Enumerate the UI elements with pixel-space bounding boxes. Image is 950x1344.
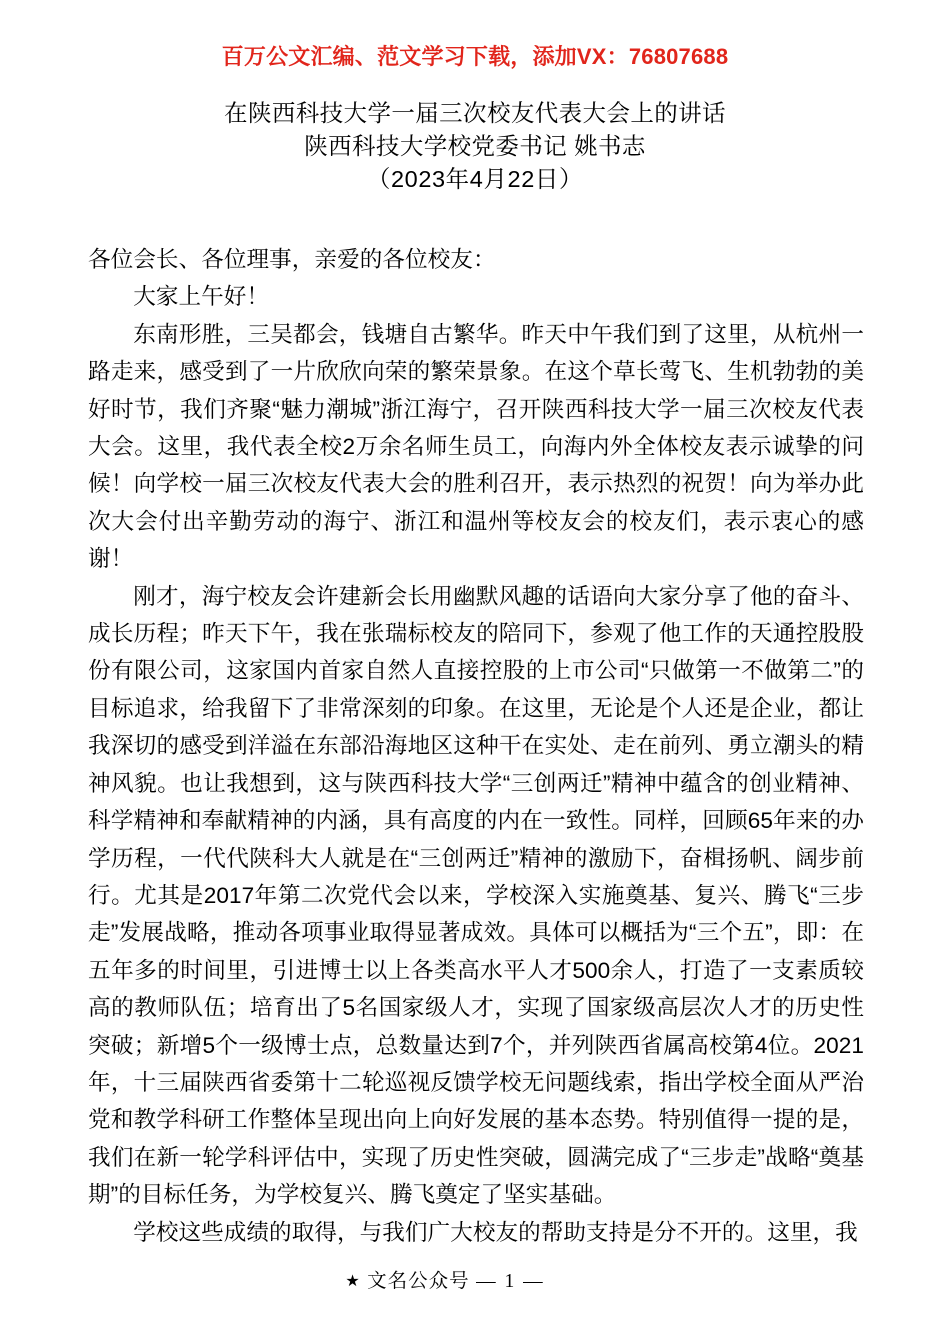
paragraph-2: 刚才，海宁校友会许建新会长用幽默风趣的话语向大家分享了他的奋斗、成长历程；昨天下午，我在张瑞标校友的陪同下，参观了他工作的天通控股股份有限公司，这家国内首家自然人直接控股的上市公司“只做第一不做第二”的目标追求，给我留下了非常深刻的印象。在这里，无论是个人还是企业，都让我深切的感受到洋溢在东部沿海地区这种干在实处、走在前列、勇立潮头的精神风貌。也让我想到，这与陕西科技大学“三创两迁”精神中蕴含的创业精神、科学精神和奉献精神的内涵，具有高度的内在一致性。同样，回顾65年来的办学历程，一代代陕科大人就是在“三创两迁”精神的激励下，奋楫扬帆、阔步前行。尤其是2017年第二次党代会以来，学校深入实施奠基、复兴、腾飞“三步走”发展战略，推动各项事业取得显著成效。具体可以概括为“三个五”，即：在五年多的时间里，引进博士以上各类高水平人才500余人，打造了一支素质较高的教师队伍；培育出了5名国家级人才，实现了国家级高层次人才的历史性突破；新增5个一级博士点，总数量达到7个，并列陕西省属高校第4位。2021年，十三届陕西省委第十二轮巡视反馈学校无问题线索，指出学校全面从严治党和教学科研工作整体呈现出向上向好发展的基本态势。特别值得一提的是，我们在新一轮学科评估中，实现了历史性突破，圆满完成了“三步走”战略“奠基期”的目标任务，为学校复兴、腾飞奠定了坚实基础。 — [88, 583, 864, 1208]
paragraph-3: 学校这些成绩的取得，与我们广大校友的帮助支持是分不开的。这里，我 — [133, 1219, 858, 1245]
document-body — [88, 241, 864, 1251]
star-icon: ★ — [345, 1273, 361, 1290]
paragraph-1: 东南形胜，三吴都会，钱塘自古繁华。昨天中午我们到了这里，从杭州一路走来，感受到了一片欣欣向荣的繁荣景象。在这个草长莺飞、生机勃勃的美好时节，我们齐聚“魅力潮城”浙江海宁，召开陕西科技大学一届三次校友代表大会。这里，我代表全校2万余名师生员工，向海内外全体校友表示诚挚的问候！向学校一届三次校友代表大会的胜利召开，表示热烈的祝贺！向为举办此次大会付出辛勤劳动的海宁、浙江和温州等校友会的校友们，表示衷心的感谢！ — [88, 321, 864, 572]
paragraph-salutation: 各位会长、各位理事，亲爱的各位校友： — [88, 247, 496, 272]
document-title-date: （2023年4月22日） — [366, 166, 584, 192]
page-number: — 1 — — [476, 1271, 545, 1292]
document-title-main: 在陕西科技大学一届三次校友代表大会上的讲话 — [224, 100, 726, 126]
promo-banner-text: 百万公文汇编、范文学习下载，添加VX：76807688 — [221, 44, 729, 69]
paragraph-greeting: 大家上午好！ — [133, 284, 270, 310]
page-footer — [0, 1268, 950, 1295]
document-title-author: 陕西科技大学校党委书记 姚书志 — [304, 133, 646, 159]
footer-label: 文名公众号 — [367, 1270, 470, 1292]
document-title-block — [0, 97, 950, 196]
